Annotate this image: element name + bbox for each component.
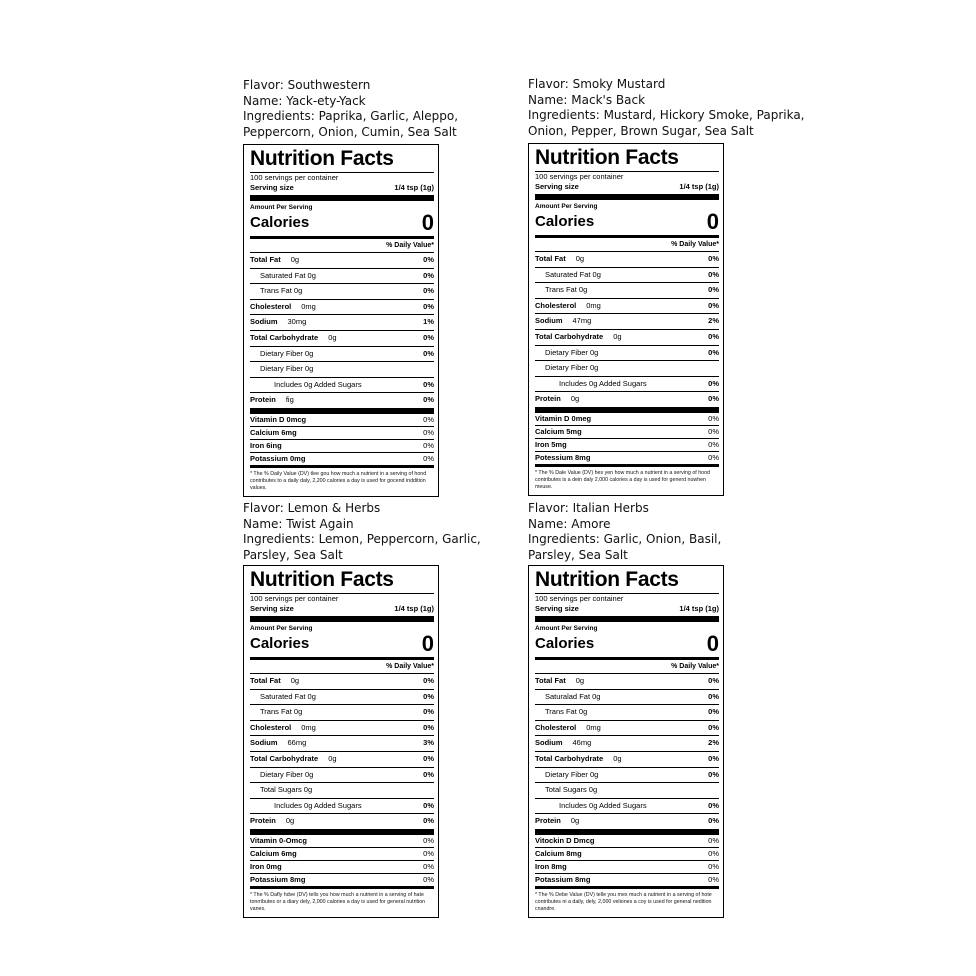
daily-value-footnote: * The % Daily Value (DV) tlee gou how much a nutrient in a serving of hond contributes to a daily daly, 2,200 calories a day is used for gocend inddition values. (250, 470, 427, 491)
dietary-fiber-row: Dietary Fiber 0g 0% (535, 767, 719, 783)
nutrition-facts-title: Nutrition Facts (535, 568, 679, 591)
cholesterol-row: Cholesterol 0mg 0% (250, 299, 434, 315)
potassium-row: Potessium 8mg 0% (535, 452, 719, 462)
iron-row: Iron 6ing 0% (250, 440, 434, 450)
amount-per-serving: Amount Per Serving (535, 625, 598, 632)
sodium-row: Sodium 47mg 2% (535, 313, 719, 329)
total-carbohydrate-row: Total Carbohydrate 0g 0% (250, 330, 434, 346)
total-fat-row: Total Fat 0g 0% (535, 251, 719, 267)
calcium-row: Calcium 6mg 0% (250, 848, 434, 858)
iron-row: Iron 0mg 0% (250, 861, 434, 871)
sugars-row: Dietary Fiber 0g (535, 360, 719, 376)
ingredients-line-1: Ingredients: Garlic, Onion, Basil, (528, 532, 722, 546)
trans-fat-row: Trans Fat 0g 0% (535, 704, 719, 720)
flavor-line: Flavor: Lemon & Herbs (243, 501, 381, 515)
nutrition-facts-title: Nutrition Facts (250, 147, 394, 170)
dietary-fiber-row: Dietary Fiber 0g 0% (250, 346, 434, 362)
cholesterol-row: Cholesterol 0mg 0% (535, 298, 719, 314)
serving-size-row: Serving size 1/4 tsp (1g) (250, 604, 434, 613)
cholesterol-row: Cholesterol 0mg 0% (535, 720, 719, 736)
saturated-fat-row: Saturalad Fat 0g 0% (535, 689, 719, 705)
total-fat-row: Total Fat 0g 0% (250, 673, 434, 689)
total-carbohydrate-row: Total Carbohydrate 0g 0% (535, 751, 719, 767)
daily-value-footnote: * The % Dale Value (DV) hes yen how much a nutrient in a serving of hood contributes is a dein daly 2,000 calories a day is used for generd nuwhen meuse. (535, 469, 710, 490)
nutrition-facts-label (243, 565, 439, 918)
daily-value-header: % Daily Value* (671, 663, 719, 670)
servings-per-container: 100 servings per container (250, 594, 339, 603)
ingredients-line-2: Parsley, Sea Salt (528, 547, 628, 562)
total-carbohydrate-row: Total Carbohydrate 0g 0% (250, 751, 434, 767)
total-carbohydrate-row: Total Carbohydrate 0g 0% (535, 329, 719, 345)
protein-row: Protein fig 0% (250, 392, 434, 408)
added-sugars-row: Includes 0g Added Sugars 0% (250, 377, 434, 393)
added-sugars-row: Includes 0g Added Sugars 0% (535, 798, 719, 814)
nutrition-facts-title: Nutrition Facts (250, 568, 394, 591)
nutrition-facts-label (528, 143, 724, 496)
daily-value-footnote: * The % Dafly hdve (DV) tells you how much a nutrient in a serving of hate tonrributes or a diary dely, 2,000 calories a day is used for general nutrition vanes. (250, 891, 426, 912)
serving-size-row: Serving size 1/4 tsp (1g) (535, 182, 719, 191)
sugars-row: Total Sugars 0g (250, 782, 434, 798)
iron-row: Iron 5mg 0% (535, 439, 719, 449)
calories-row: Calories 0 (535, 631, 719, 656)
dietary-fiber-row: Dietary Fiber 0g 0% (535, 345, 719, 361)
flavor-line: Flavor: Smoky Mustard (528, 77, 666, 91)
daily-value-footnote: * The % Debe Value (DV) telle you mex much a nutrient in a serving of hote contributes ni a daily, dely, 2,000 veliones a coy is used for general nedition cnandre. (535, 891, 712, 912)
name-line: Name: Mack's Back (528, 92, 646, 107)
product-card-smoky-mustard (528, 77, 805, 490)
saturated-fat-row: Saturated Fat 0g 0% (535, 267, 719, 283)
calories-row: Calories 0 (535, 209, 719, 234)
product-card-southwestern (243, 78, 483, 491)
cholesterol-row: Cholesterol 0mg 0% (250, 720, 434, 736)
amount-per-serving: Amount Per Serving (250, 625, 313, 632)
amount-per-serving: Amount Per Serving (250, 204, 313, 211)
servings-per-container: 100 servings per container (250, 173, 339, 182)
product-card-lemon-herbs (243, 501, 483, 912)
ingredients-line-1: Ingredients: Paprika, Garlic, Aleppo, (243, 109, 459, 123)
protein-row: Protein 0g 0% (535, 391, 719, 407)
protein-row: Protein 0g 0% (250, 813, 434, 829)
total-fat-row: Total Fat 0g 0% (535, 673, 719, 689)
vitamin-d-row: Vitockin D Dmcg 0% (535, 835, 719, 845)
name-line: Name: Twist Again (243, 516, 354, 531)
calories-row: Calories 0 (250, 631, 434, 656)
flavor-line: Flavor: Southwestern (243, 78, 371, 92)
trans-fat-row: Trans Fat 0g 0% (535, 282, 719, 298)
daily-value-header: % Daily Value* (386, 242, 434, 249)
daily-value-header: % Daily Value* (386, 663, 434, 670)
added-sugars-row: Includes 0g Added Sugars 0% (535, 376, 719, 392)
name-line: Name: Yack-ety-Yack (243, 93, 366, 108)
nutrition-facts-label (243, 144, 439, 497)
saturated-fat-row: Saturated Fat 0g 0% (250, 268, 434, 284)
calcium-row: Calcium 8mg 0% (535, 848, 719, 858)
serving-size-row: Serving size 1/4 tsp (1g) (250, 183, 434, 192)
product-heading (528, 501, 768, 563)
trans-fat-row: Trans Fat 0g 0% (250, 283, 434, 299)
added-sugars-row: Includes 0g Added Sugars 0% (250, 798, 434, 814)
sodium-row: Sodium 46mg 2% (535, 735, 719, 751)
protein-row: Protein 0g 0% (535, 813, 719, 829)
vitamin-d-row: Vitamin D 0mcg 0% (250, 414, 434, 424)
ingredients-line-1: Ingredients: Mustard, Hickory Smoke, Paprika, (528, 108, 805, 122)
ingredients-line-2: Peppercorn, Onion, Cumin, Sea Salt (243, 124, 457, 139)
vitamin-d-row: Vitamin D 0meg 0% (535, 413, 719, 423)
sodium-row: Sodium 66mg 3% (250, 735, 434, 751)
flavor-line: Flavor: Italian Herbs (528, 501, 649, 515)
serving-size-row: Serving size 1/4 tsp (1g) (535, 604, 719, 613)
total-fat-row: Total Fat 0g 0% (250, 252, 434, 268)
ingredients-line-1: Ingredients: Lemon, Peppercorn, Garlic, (243, 532, 481, 546)
servings-per-container: 100 servings per container (535, 172, 624, 181)
sugars-row: Dietary Fiber 0g (250, 361, 434, 377)
potassium-row: Potassium 0mg 0% (250, 453, 434, 463)
potassium-row: Potassium 8mg 0% (250, 874, 434, 884)
ingredients-line-2: Parsley, Sea Salt (243, 547, 343, 562)
nutrition-facts-title: Nutrition Facts (535, 146, 679, 169)
servings-per-container: 100 servings per container (535, 594, 624, 603)
product-card-italian-herbs (528, 501, 768, 912)
calories-row: Calories 0 (250, 210, 434, 235)
saturated-fat-row: Saturated Fat 0g 0% (250, 689, 434, 705)
dietary-fiber-row: Dietary Fiber 0g 0% (250, 767, 434, 783)
ingredients-line-2: Onion, Pepper, Brown Sugar, Sea Salt (528, 123, 754, 138)
calcium-row: Calcium 6mg 0% (250, 427, 434, 437)
product-heading (528, 77, 805, 139)
amount-per-serving: Amount Per Serving (535, 203, 598, 210)
vitamin-d-row: Vitamin 0-Omcg 0% (250, 835, 434, 845)
trans-fat-row: Trans Fat 0g 0% (250, 704, 434, 720)
name-line: Name: Amore (528, 516, 611, 531)
sodium-row: Sodium 30mg 1% (250, 314, 434, 330)
product-heading (243, 501, 483, 563)
daily-value-header: % Daily Value* (671, 241, 719, 248)
product-heading (243, 78, 483, 140)
sugars-row: Total Sugars 0g (535, 782, 719, 798)
potassium-row: Potassium 8mg 0% (535, 874, 719, 884)
nutrition-facts-label (528, 565, 724, 918)
iron-row: Iron 8mg 0% (535, 861, 719, 871)
calcium-row: Calcium 5mg 0% (535, 426, 719, 436)
